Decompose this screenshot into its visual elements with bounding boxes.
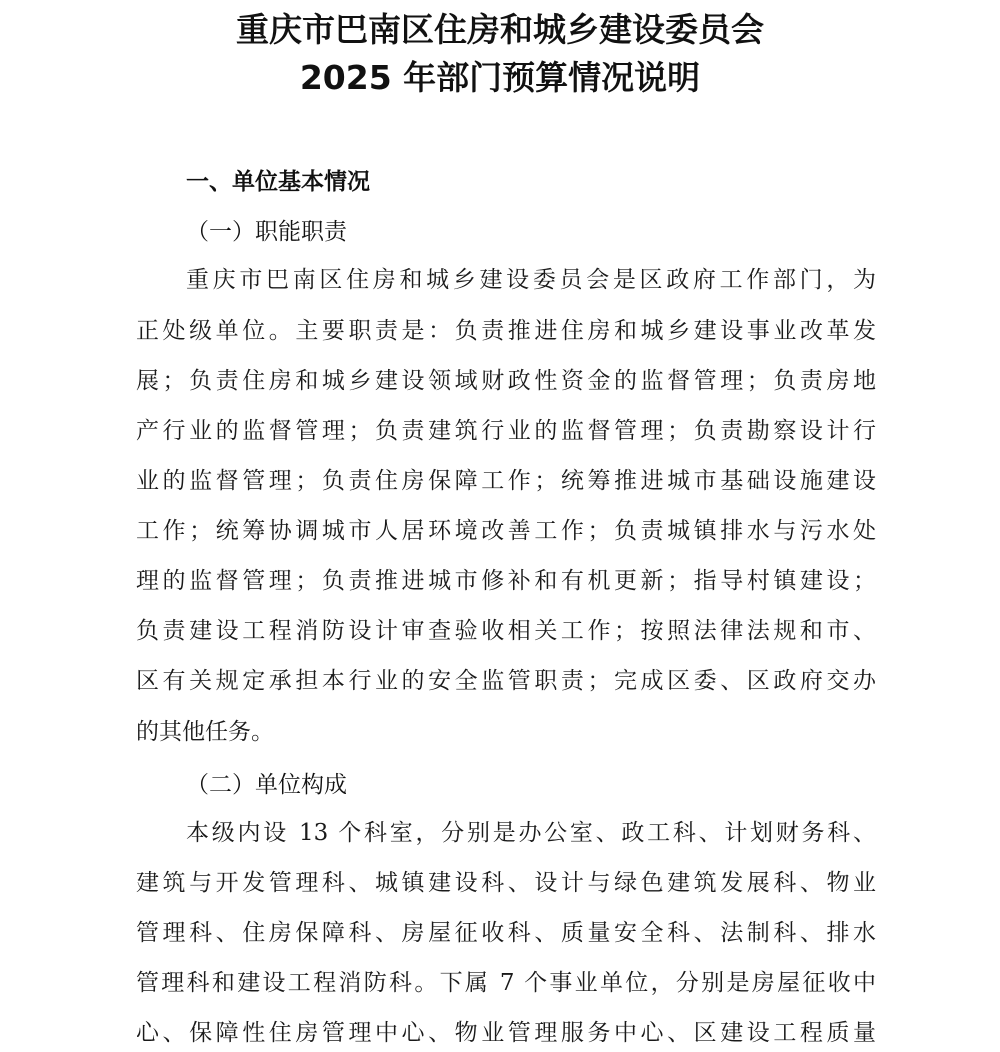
paragraph-line: 管理科和建设工程消防科。下属 7 个事业单位，分别是房屋征收中 [136,970,876,996]
paragraph-line: 本级内设 13 个科室，分别是办公室、政工科、计划财务科、 [186,820,876,846]
paragraph-line: 工作；统筹协调城市人居环境改善工作；负责城镇排水与污水处 [136,518,876,544]
paragraph-line: 的其他任务。 [136,719,274,745]
paragraph-line: 产行业的监督管理；负责建筑行业的监督管理；负责勘察设计行 [136,418,876,444]
paragraph-line: 理的监督管理；负责推进城市修补和有机更新；指导村镇建设； [136,568,876,594]
paragraph-line: 展；负责住房和城乡建设领域财政性资金的监督管理；负责房地 [136,368,876,394]
paragraph-line: 心、保障性住房管理中心、物业管理服务中心、区建设工程质量 [136,1020,876,1046]
paragraph-line: 正处级单位。主要职责是：负责推进住房和城乡建设事业改革发 [136,318,876,344]
subsection-heading-composition: （二）单位构成 [186,772,347,798]
paragraph-line: 重庆市巴南区住房和城乡建设委员会是区政府工作部门，为 [186,267,876,293]
document-title-line-1: 重庆市巴南区住房和城乡建设委员会 [236,10,764,49]
paragraph-line: 建筑与开发管理科、城镇建设科、设计与绿色建筑发展科、物业 [136,870,876,896]
document-title-line-2: 2025 年部门预算情况说明 [299,58,701,97]
paragraph-line: 负责建设工程消防设计审查验收相关工作；按照法律法规和市、 [136,618,876,644]
paragraph-line: 管理科、住房保障科、房屋征收科、质量安全科、法制科、排水 [136,920,876,946]
paragraph-line: 区有关规定承担本行业的安全监管职责；完成区委、区政府交办 [136,668,876,694]
section-heading-basic-info: 一、单位基本情况 [186,169,370,195]
paragraph-line: 业的监督管理；负责住房保障工作；统筹推进城市基础设施建设 [136,468,876,494]
subsection-heading-duties: （一）职能职责 [186,219,347,245]
